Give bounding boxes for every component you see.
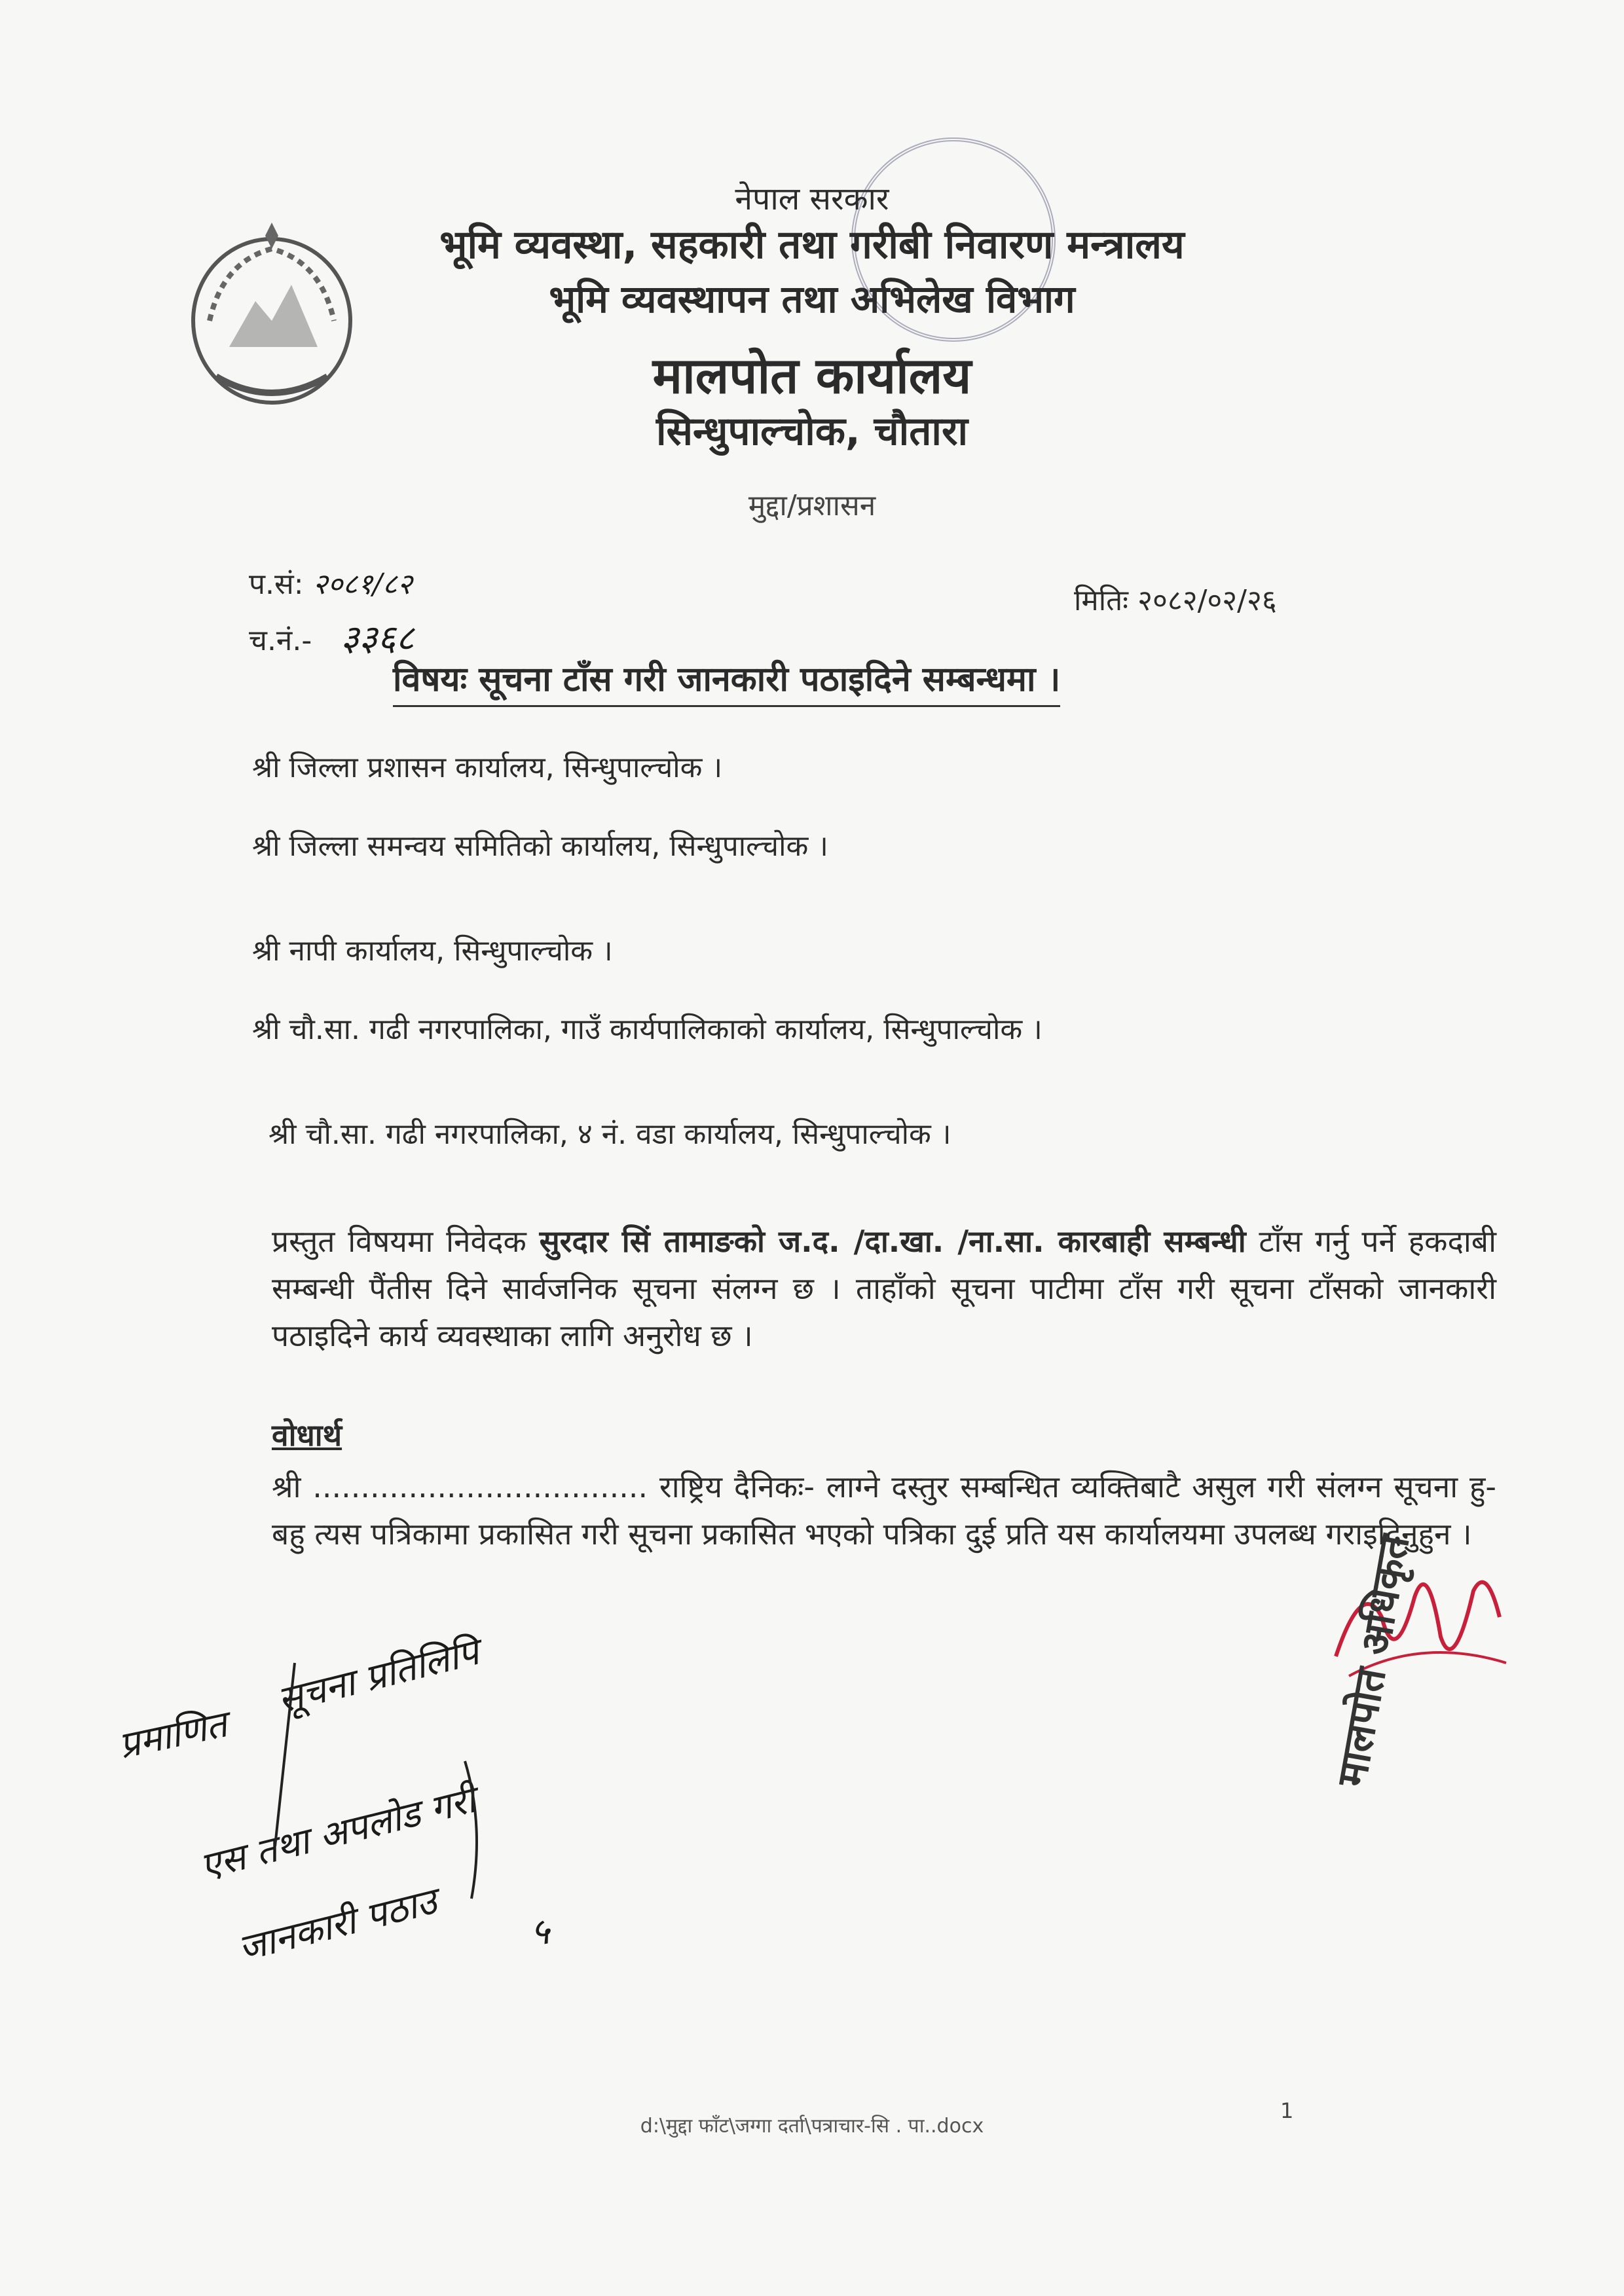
addressee-5: श्री चौ.सा. गढी नगरपालिका, ४ नं. वडा कार्यालय, सिन्धुपाल्चोक । bbox=[268, 1118, 951, 1151]
office-name: मालपोत कार्यालय bbox=[652, 346, 972, 405]
dispatch-number-label: च.नं.- bbox=[249, 624, 312, 657]
handwritten-line-4: जानकारी पठाउ bbox=[234, 1880, 441, 1971]
addressee-4: श्री चौ.सा. गढी नगरपालिका, गाउँ कार्यपालिकाको कार्यालय, सिन्धुपाल्चोक । bbox=[252, 1013, 1043, 1046]
handwritten-line-3: एस तथा अपलोड गरी bbox=[196, 1778, 480, 1889]
letter-date bbox=[1074, 579, 1277, 619]
letter-number bbox=[249, 563, 413, 602]
handwritten-line-1: प्रमाणित bbox=[115, 1703, 231, 1768]
body-text-1: प्रस्तुत विषयमा निवेदक bbox=[272, 1224, 540, 1259]
body-text-2: टाँस गर्नु पर्ने हकदाबी सम्बन्धी पैंतीस दिने सार्वजनिक सूचना संलग्न छ । ताहाँको सूचना पाटीमा टाँस गरी सूचना टाँसको जानकारी पठाइदिने कार्य व्यवस्थाका लागि अनुरोध छ । bbox=[272, 1224, 1496, 1353]
handwritten-note bbox=[98, 1611, 688, 2108]
date-value: २०८२/०२/२६ bbox=[1137, 584, 1277, 617]
body-paragraph bbox=[272, 1218, 1496, 1359]
addressee-2: श्री जिल्ला समन्वय समितिको कार्यालय, सिन्धुपाल्चोक । bbox=[252, 829, 828, 863]
cc-text: श्री ................................... राष्ट्रिय दैनिकः- लाग्ने दस्तुर सम्बन्धित व्यक्तिबाटै असुल गरी संलग्न सूचना हु-बहु त्यस पत्रिकामा प्रकासित गरी सूचना प्रकासित भएको पत्रिका दुई प्रति यस कार्यालयमा उपलब्ध गराइदिनुहुन । bbox=[272, 1469, 1496, 1552]
addressee-3: श्री नापी कार्यालय, सिन्धुपाल्चोक । bbox=[252, 934, 613, 968]
dispatch-number bbox=[249, 612, 415, 661]
letter-number-value: २०८१/८२ bbox=[312, 568, 413, 601]
ministry-name: भूमि व्यवस्था, सहकारी तथा गरीबी निवारण मन्त्रालय bbox=[439, 222, 1185, 268]
page-number: 1 bbox=[1280, 2098, 1294, 2123]
dispatch-number-value: ३३६८ bbox=[341, 617, 415, 659]
section-name: मुद्दा/प्रशासन bbox=[748, 489, 876, 522]
applicant-details: सुरदार सिं तामाङको ज.द. /दा.खा. /ना.सा. कारबाही सम्बन्धी bbox=[539, 1224, 1246, 1259]
date-label: मितिः bbox=[1074, 584, 1129, 617]
letter-number-label: प.सं: bbox=[249, 568, 304, 601]
file-path-footer: d:\मुद्दा फाँट\जग्गा दर्ता\पत्राचार-सि . पा..docx bbox=[640, 2115, 984, 2138]
officer-stamp: मालपोत अधिकृत bbox=[1327, 1531, 1419, 1790]
handwritten-line-5: ५ bbox=[530, 1910, 550, 1953]
handwritten-line-2: सूचना प्रतिलिपि bbox=[273, 1630, 483, 1722]
office-location: सिन्धुपाल्चोक, चौतारा bbox=[655, 409, 969, 454]
header-line-1: नेपाल सरकार bbox=[735, 181, 889, 217]
cc-title: वोधार्थ bbox=[272, 1417, 342, 1453]
addressee-1: श्री जिल्ला प्रशासन कार्यालय, सिन्धुपाल्चोक । bbox=[252, 751, 723, 784]
department-name: भूमि व्यवस्थापन तथा अभिलेख विभाग bbox=[549, 277, 1075, 321]
subject-line: विषयः सूचना टाँस गरी जानकारी पठाइदिने सम्बन्धमा । bbox=[393, 655, 1060, 707]
